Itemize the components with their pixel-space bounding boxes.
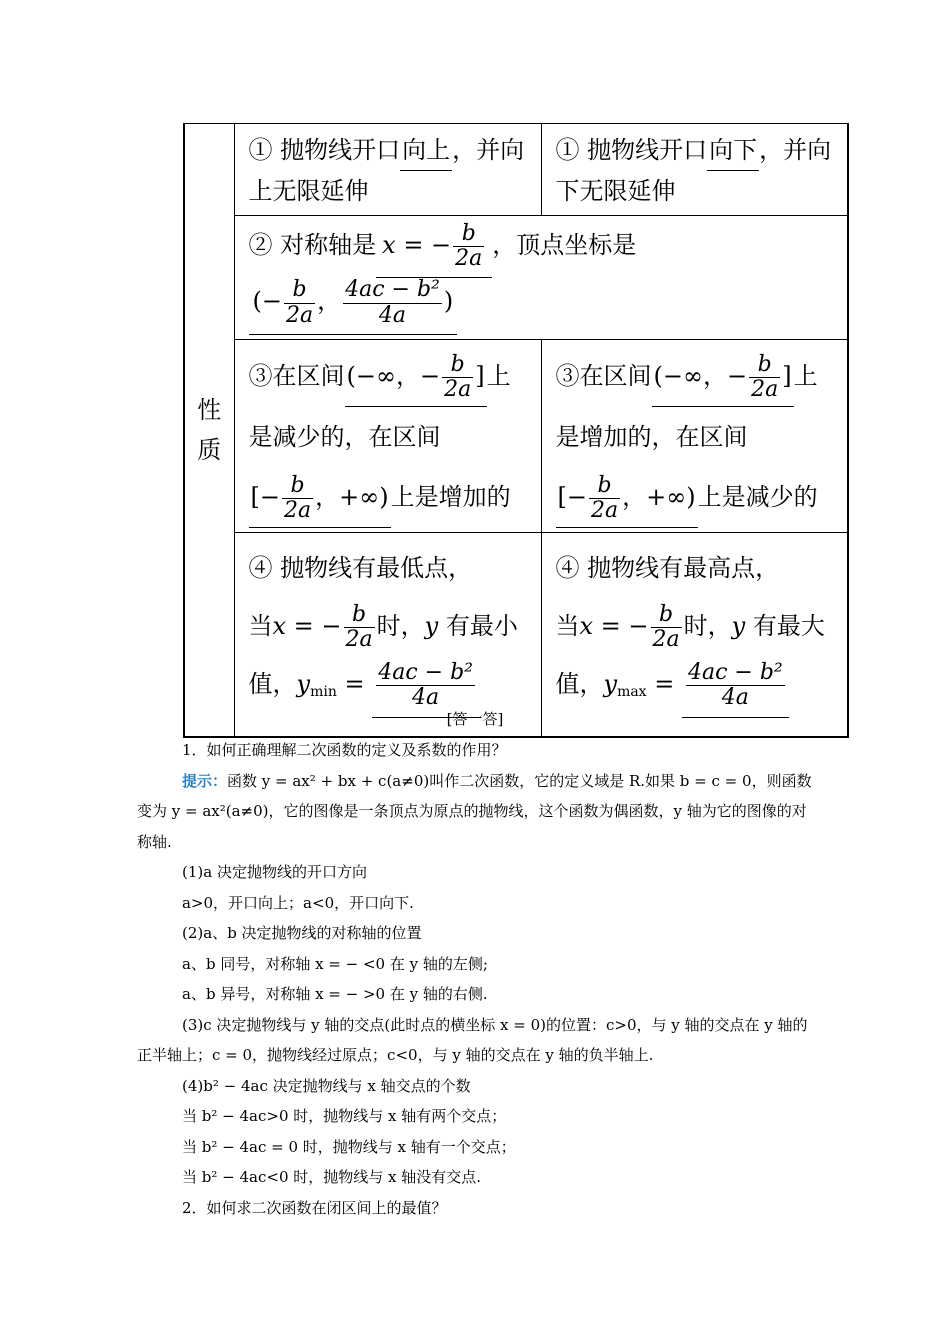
axis-blank [376, 222, 492, 278]
hint-paragraph [137, 766, 817, 858]
row4-right-line1: ④ 抛物线有最高点， [555, 553, 780, 582]
row3-left-int2-close: ，+∞) [315, 482, 389, 511]
row1-right-blank: 向下 [707, 130, 759, 171]
row3-right-int1-num: b [749, 353, 780, 378]
row3-right-int2-num: b [589, 474, 620, 499]
row4-right-value-frac [686, 661, 785, 710]
row1-left-pre: ① 抛物线开口 [248, 136, 401, 164]
row3-right-int2 [556, 467, 698, 528]
point-3: (3)c 决定抛物线与 y 轴的交点(此时点的横坐标 x = 0)的位置：c>0，与 y 轴的交点在 y 轴的正半轴上；c = 0，抛物线经过原点；c<0，与 y 轴的交点在 y 轴的负半轴上. [137, 1015, 808, 1064]
row3-left-mid: 上是减少的，在区间 [248, 361, 511, 451]
vertex-fraction-1 [284, 278, 315, 327]
row3-left-int2-den: 2a [283, 497, 312, 523]
point-1-title: (1)a 决定抛物线的开口方向 [182, 863, 367, 881]
row4-right-y: y [731, 611, 746, 640]
row4-right-vden: 4a [721, 684, 749, 710]
row3-left-int1-frac [442, 353, 473, 402]
row4-left-line1: ④ 抛物线有最低点， [248, 553, 473, 582]
row3-left-post: 上是增加的 [390, 482, 511, 511]
row3-right-post: 上是减少的 [697, 482, 818, 511]
row4-right-num: b [651, 603, 682, 628]
vertex-den2: 4a [378, 302, 407, 328]
row3-left-int1-den: 2a [444, 376, 472, 402]
row2-mid: ，顶点坐标是 [492, 231, 637, 260]
hint-text: 函数 y = ax² + bx + c(a≠0)叫作二次函数，它的定义域是 R.如果 b = c = 0，则函数变为 y = ax²(a≠0)，它的图像是一条顶点为原点的抛物线，这个函数为偶函数，y 轴为它的图像的对称轴. [137, 771, 812, 851]
row3-right-cell [541, 339, 848, 532]
row4-left-cell [234, 532, 541, 737]
question-2: 2．如何求二次函数在闭区间上的最值？ [182, 1198, 447, 1217]
row3-right-mid: 上是增加的，在区间 [555, 361, 818, 451]
row1-left-post: ，并向上无限延伸 [248, 136, 525, 205]
row3-left-int2 [249, 467, 391, 528]
axis-eq: = − [395, 231, 452, 260]
row3-right-int1 [652, 346, 794, 407]
row4-left-eq: = − [286, 611, 342, 640]
row3-left-int2-num: b [282, 474, 313, 499]
axis-x: x [382, 231, 396, 260]
row4-right-then: 时， [683, 611, 732, 640]
row3-right-int2-den: 2a [590, 497, 619, 523]
row4-left-y: y [424, 611, 439, 640]
question-1: 1．如何正确理解二次函数的定义及系数的作用？ [182, 741, 507, 759]
row4-left-vnum: 4ac − b² [378, 659, 473, 685]
point-4-case-1: 当 b² − 4ac>0 时，抛物线与 x 轴有两个交点； [182, 1107, 507, 1125]
point-4-case-2: 当 b² − 4ac = 0 时，抛物线与 x 轴有一个交点； [182, 1137, 516, 1156]
section-heading: [答一答] [446, 710, 504, 728]
row4-right-x: x [579, 611, 594, 640]
row3-left-int2-frac [282, 474, 313, 523]
vertex-den1: 2a [285, 302, 314, 328]
vertex-num1: b [284, 278, 315, 303]
row4-right-veq: = [646, 669, 682, 698]
vertex-close: ) [443, 287, 454, 316]
row3-left-cell [234, 339, 541, 532]
row4-left-num: b [344, 603, 375, 628]
row3-right-int1-open: (−∞，− [653, 361, 748, 390]
row4-left-ysub: min [310, 683, 337, 700]
row1-left-cell [234, 124, 541, 216]
hint-label: 提示： [182, 771, 228, 790]
row4-left-value-frac [376, 661, 475, 710]
row3-left-int1-num: b [442, 353, 473, 378]
row4-right-when: 当 [555, 611, 580, 640]
row1-right-pre: ① 抛物线开口 [555, 136, 708, 164]
point-2-diff-sign: a、b 异号，对称轴 x = − >0 在 y 轴的右侧. [182, 985, 488, 1003]
row4-left-tail: 有最小值， [248, 611, 518, 698]
row2-cell [234, 216, 848, 340]
row3-left-int1-close: ] [475, 361, 485, 390]
row3-right-int2-open: [− [557, 482, 587, 511]
axis-den: 2a [455, 246, 483, 272]
row3-right-pre: ③在区间 [555, 361, 652, 390]
vertex-num2: 4ac − b² [345, 277, 440, 303]
point-4-case-3: 当 b² − 4ac<0 时，抛物线与 x 轴没有交点. [182, 1168, 482, 1186]
row4-right-den: 2a [652, 626, 680, 652]
axis-num: b [453, 222, 484, 247]
row3-right-int2-frac [589, 474, 620, 523]
row4-left-den: 2a [345, 626, 373, 652]
row4-left-when: 当 [248, 611, 273, 640]
row4-right-tail: 有最大值， [555, 611, 825, 698]
row2-pre: ② 对称轴是 [248, 231, 377, 260]
row3-right-int1-frac [749, 353, 780, 402]
row4-right-ysub: max [617, 683, 647, 700]
point-2-title: (2)a、b 决定抛物线的对称轴的位置 [182, 924, 422, 942]
row4-left-veq: = [336, 669, 373, 698]
row3-left-int2-open: [− [250, 482, 280, 511]
vertex-fraction-2 [343, 278, 442, 327]
vertex-open: (− [252, 287, 282, 316]
row4-right-ysym: y [603, 669, 618, 698]
vertex-comma: ， [317, 287, 342, 316]
axis-fraction [453, 222, 484, 271]
vertex-blank [249, 278, 458, 334]
row3-right-int2-close: ，+∞) [622, 482, 696, 511]
point-4-title: (4)b² − 4ac 决定抛物线与 x 轴交点的个数 [182, 1076, 471, 1095]
row3-left-int1 [345, 346, 487, 407]
row4-left-ysym: y [296, 669, 311, 698]
row4-right-cell [541, 532, 848, 737]
category-char-2: 质 [197, 436, 222, 465]
row1-right-cell [541, 124, 848, 216]
row4-right-frac [651, 603, 682, 652]
body-text [137, 735, 817, 1223]
properties-table [183, 123, 849, 738]
row4-left-x: x [272, 611, 287, 640]
row4-right-eq: = − [593, 611, 649, 640]
row4-left-vden: 4a [412, 684, 440, 710]
category-char-1: 性 [197, 396, 222, 425]
row4-left-frac [344, 603, 375, 652]
row3-left-pre: ③在区间 [248, 361, 345, 390]
row1-right-post: ，并向下无限延伸 [555, 136, 832, 205]
row4-left-then: 时， [376, 611, 425, 640]
row1-left-blank: 向上 [400, 130, 452, 171]
row3-right-int1-den: 2a [751, 376, 779, 402]
row4-right-vnum: 4ac − b² [687, 659, 783, 685]
row3-right-int1-close: ] [782, 361, 792, 390]
category-cell [184, 124, 234, 738]
point-1-detail: a>0，开口向上；a<0，开口向下. [182, 893, 414, 912]
row3-left-int1-open: (−∞，− [346, 361, 441, 390]
point-2-same-sign: a、b 同号，对称轴 x = − <0 在 y 轴的左侧; [182, 954, 488, 973]
